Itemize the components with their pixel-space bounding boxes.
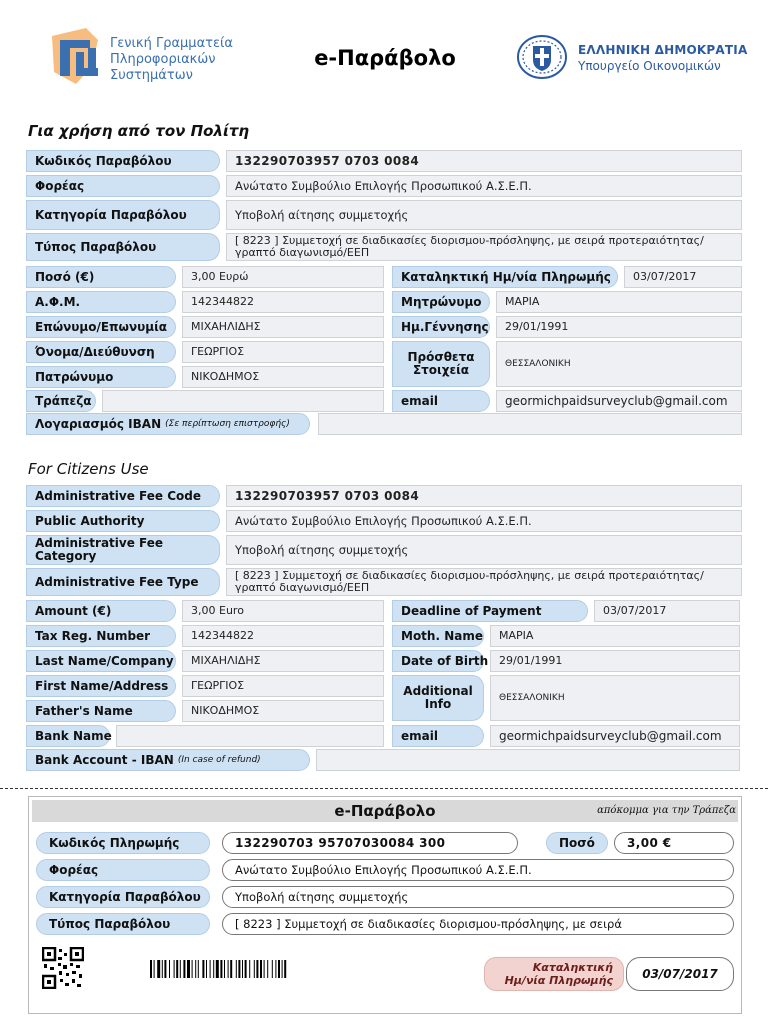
barcode-bar — [164, 960, 166, 978]
stub-value-fee-type: [ 8223 ] Συμμετοχή σε διαδικασίες διορισμου-πρόσληψης, με σειρά — [222, 913, 734, 935]
stub-label-deadline-line1: Καταληκτική — [532, 961, 613, 974]
label-additional-info-en: Additional Info — [392, 675, 484, 721]
value-surname-en: ΜΙΧΑΗΛΙΔΗΣ — [182, 650, 384, 672]
label-deadline: Καταληκτική Ημ/νία Πληρωμής — [392, 266, 618, 288]
value-mother-name: ΜΑΡΙΑ — [496, 291, 742, 313]
barcode-bar — [180, 960, 181, 978]
label-deadline-en: Deadline of Payment — [392, 600, 588, 622]
value-fee-code-en: 132290703957 0703 0084 — [226, 485, 742, 507]
barcode-bar — [275, 960, 276, 978]
barcode-bar — [264, 960, 265, 978]
value-fee-type-en: [ 8223 ] Συμμετοχή σε διαδικασίες διορισμου-πρόσληψης, με σειρά προτεραιότητας/γραπτό διαγωνισμό/ΕΕΠ — [226, 568, 742, 596]
value-first-name: ΓΕΩΡΓΙΟΣ — [182, 341, 384, 363]
barcode-bar — [230, 960, 232, 978]
value-bank — [102, 390, 384, 412]
label-email: email — [392, 390, 490, 412]
barcode-bar — [183, 960, 185, 978]
value-fee-type: [ 8223 ] Συμμετοχή σε διαδικασίες διορισμου-πρόσληψης, με σειρά προτεραιότητας/γραπτό διαγωνισμό/ΕΕΠ — [226, 233, 742, 261]
barcode-bar — [157, 960, 160, 978]
label-mother-name-en: Moth. Name — [392, 625, 484, 647]
barcode-bar — [220, 960, 222, 978]
label-father-name-en: Father's Name — [26, 700, 176, 722]
qr-code-icon — [42, 947, 84, 989]
barcode-bar — [210, 960, 211, 978]
cut-line — [0, 788, 768, 789]
label-authority: Φορέας — [26, 175, 220, 197]
barcode-icon — [150, 960, 376, 978]
label-surname-en: Last Name/Company — [26, 650, 176, 672]
label-fee-code: Κωδικός Παραβόλου — [26, 150, 220, 172]
label-afm: Α.Φ.Μ. — [26, 291, 176, 313]
value-surname: ΜΙΧΑΗΛΙΔΗΣ — [182, 316, 384, 338]
label-iban-en-text: Bank Account - IBAN — [35, 752, 174, 767]
barcode-bar — [154, 960, 155, 978]
value-additional-info-en: ΘΕΣΣΑΛΟΝΙΚΗ — [490, 675, 740, 721]
barcode-bar — [176, 960, 178, 978]
barcode-bar — [202, 960, 204, 978]
value-dob-en: 29/01/1991 — [490, 650, 740, 672]
barcode-bar — [272, 960, 273, 978]
label-dob: Ημ.Γέννησης — [392, 316, 490, 338]
stub-label-fee-type: Τύπος Παραβόλου — [36, 913, 210, 935]
barcode-bar — [216, 960, 219, 978]
barcode-bar — [198, 960, 199, 978]
stub-label-deadline-line2: Ημ/νία Πληρωμής — [504, 974, 613, 987]
barcode-bar — [278, 960, 280, 978]
label-email-en: email — [392, 725, 484, 747]
stub-label-category: Κατηγορία Παραβόλου — [36, 886, 210, 908]
value-email-en: geormichpaidsurveyclub@gmail.com — [490, 725, 740, 747]
stub-label-payment-code: Κωδικός Πληρωμής — [36, 832, 210, 854]
stub-value-category: Υποβολή αίτησης συμμετοχής — [222, 886, 734, 908]
page-title: e-Παράβολο — [314, 46, 456, 70]
label-mother-name: Μητρώνυμο — [392, 291, 490, 313]
gsis-org-name: Γενική Γραμματεία Πληροφοριακών Συστημάτων — [110, 36, 233, 83]
stub-value-deadline: 03/07/2017 — [626, 957, 734, 991]
label-dob-en: Date of Birth — [392, 650, 484, 672]
barcode-bar — [174, 960, 175, 978]
barcode-bar — [192, 960, 193, 978]
barcode-bar — [236, 960, 237, 978]
republic-text: ΕΛΛΗΝΙΚΗ ΔΗΜΟΚΡΑΤΙΑ Υπουργείο Οικονομικών — [578, 43, 748, 73]
value-father-name: ΝΙΚΟΔΗΜΟΣ — [182, 366, 384, 388]
barcode-bar — [256, 960, 258, 978]
barcode-bar — [213, 960, 214, 978]
label-amount-en: Amount (€) — [26, 600, 176, 622]
label-iban — [26, 413, 310, 435]
value-afm-en: 142344822 — [182, 625, 384, 647]
value-deadline: 03/07/2017 — [624, 266, 742, 288]
label-fee-type-en: Administrative Fee Type — [26, 568, 220, 596]
label-iban-en-note: (In case of refund) — [177, 754, 261, 765]
label-surname: Επώνυμο/Επωνυμία — [26, 316, 176, 338]
barcode-bar — [187, 960, 190, 978]
barcode-bar — [150, 960, 152, 978]
value-afm: 142344822 — [182, 291, 384, 313]
barcode-bar — [267, 960, 268, 978]
barcode-bar — [206, 960, 207, 978]
label-additional-info: Πρόσθετα Στοιχεία — [392, 341, 490, 387]
label-first-name: Όνομα/Διεύθυνση — [26, 341, 176, 363]
label-first-name-en: First Name/Address — [26, 675, 176, 697]
stub-label-amount: Ποσό — [546, 832, 608, 854]
stub-label-deadline — [484, 957, 624, 991]
label-iban-text: Λογαριασμός IBAN — [35, 416, 162, 431]
value-category: Υποβολή αίτησης συμμετοχής — [226, 200, 742, 230]
barcode-bar — [282, 960, 283, 978]
value-first-name-en: ΓΕΩΡΓΙΟΣ — [182, 675, 384, 697]
value-bank-en — [116, 725, 384, 747]
label-fee-code-en: Administrative Fee Code — [26, 485, 220, 507]
barcode-bar — [228, 960, 229, 978]
english-section-title: For Citizens Use — [28, 460, 149, 478]
barcode-bar — [260, 960, 262, 978]
stub-value-authority: Ανώτατο Συμβούλιο Επιλογής Προσωπικού Α.Σ.Ε.Π. — [222, 859, 734, 881]
label-fee-type: Τύπος Παραβόλου — [26, 233, 220, 261]
value-category-en: Υποβολή αίτησης συμμετοχής — [226, 535, 742, 565]
gsis-logo — [46, 26, 104, 88]
value-authority: Ανώτατο Συμβούλιο Επιλογής Προσωπικού Α.Σ.Ε.Π. — [226, 175, 742, 197]
greek-emblem-icon — [516, 34, 568, 80]
barcode-bar — [284, 960, 286, 978]
label-category-en: Administrative Fee Category — [26, 535, 220, 565]
barcode-bar — [162, 960, 163, 978]
stub-note: απόκομμα για την Τράπεζα — [597, 805, 736, 816]
label-authority-en: Public Authority — [26, 510, 220, 532]
label-afm-en: Tax Reg. Number — [26, 625, 176, 647]
label-bank: Τράπεζα — [26, 390, 96, 412]
value-authority-en: Ανώτατο Συμβούλιο Επιλογής Προσωπικού Α.Σ.Ε.Π. — [226, 510, 742, 532]
label-iban-note: (Σε περίπτωση επιστροφής) — [165, 418, 290, 429]
value-iban-en — [316, 749, 740, 771]
label-iban-en — [26, 749, 310, 771]
barcode-bar — [242, 960, 243, 978]
value-dob: 29/01/1991 — [496, 316, 742, 338]
barcode-bar — [169, 960, 170, 978]
stub-value-amount: 3,00 € — [614, 832, 734, 854]
value-amount: 3,00 Ευρώ — [182, 266, 384, 288]
greek-section-title: Για χρήση από τον Πολίτη — [28, 122, 250, 140]
barcode-bar — [195, 960, 196, 978]
value-father-name-en: ΝΙΚΟΔΗΜΟΣ — [182, 700, 384, 722]
value-deadline-en: 03/07/2017 — [594, 600, 740, 622]
barcode-bar — [245, 960, 247, 978]
stub-label-authority: Φορέας — [36, 859, 210, 881]
value-iban — [318, 413, 742, 435]
label-amount: Ποσό (€) — [26, 266, 176, 288]
value-amount-en: 3,00 Euro — [182, 600, 384, 622]
barcode-bar — [238, 960, 240, 978]
label-bank-en: Bank Name — [26, 725, 110, 747]
barcode-bar — [249, 960, 250, 978]
value-fee-code: 132290703957 0703 0084 — [226, 150, 742, 172]
barcode-bar — [254, 960, 255, 978]
value-email: geormichpaidsurveyclub@gmail.com — [496, 390, 742, 412]
label-father-name: Πατρώνυμο — [26, 366, 176, 388]
value-additional-info: ΘΕΣΣΑΛΟΝΙΚΗ — [496, 341, 742, 387]
stub-value-payment-code: 132290703 95707030084 300 — [222, 832, 518, 854]
value-mother-name-en: ΜΑΡΙΑ — [490, 625, 740, 647]
label-category: Κατηγορία Παραβόλου — [26, 200, 220, 230]
barcode-bar — [224, 960, 225, 978]
stub-title: e-Παράβολο — [334, 802, 436, 820]
